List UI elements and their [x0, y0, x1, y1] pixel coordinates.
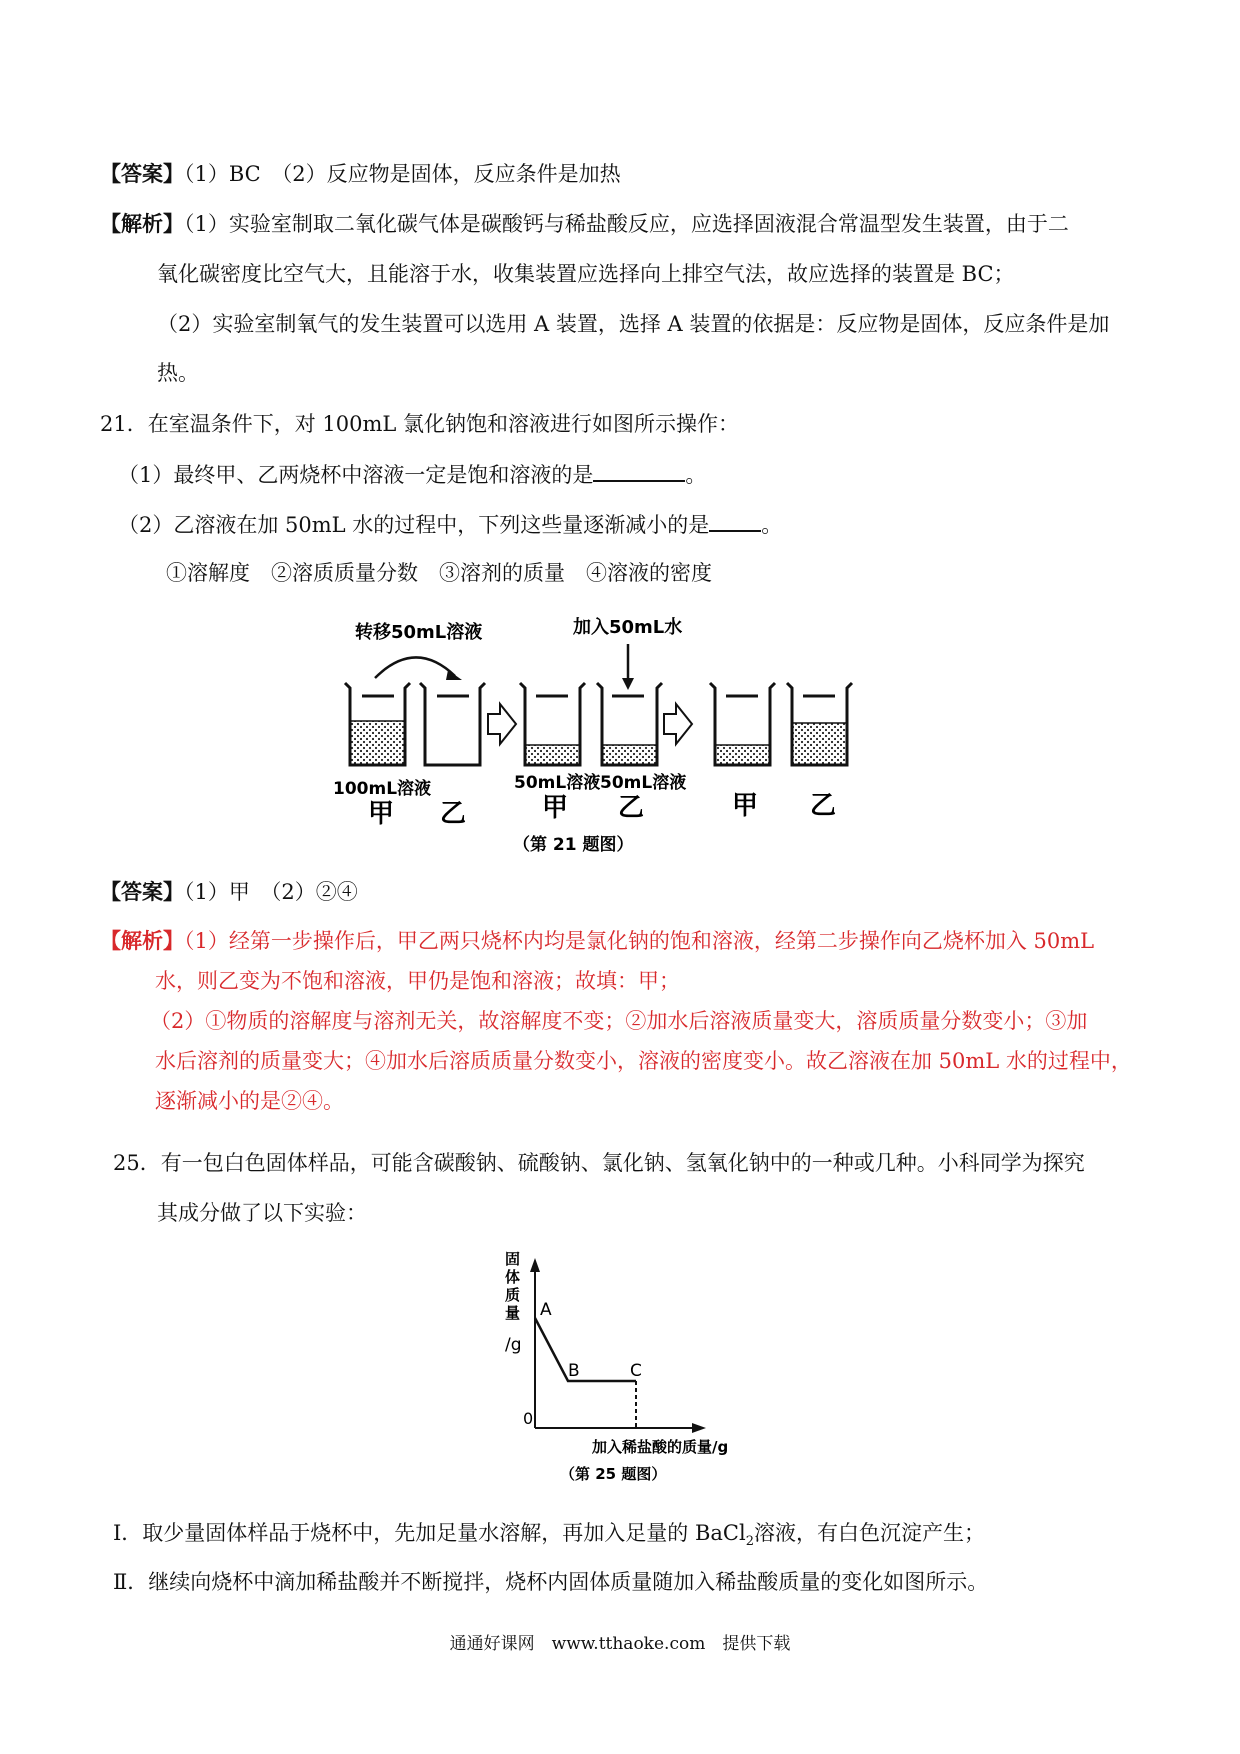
q21-part2: （2）乙溶液在加 50mL 水的过程中，下列这些量逐渐减小的是 。: [118, 508, 782, 540]
step-arrow-1: [488, 704, 516, 744]
analysis-21-line-1: 【解析】（1）经第一步操作后，甲乙两只烧杯内均是氯化钠的饱和溶液，经第二步操作向乙烧杯加入 50mL: [100, 928, 1095, 953]
figure-21-caption: （第 21 题图）: [513, 835, 634, 855]
label-jia-2: 甲: [542, 793, 569, 823]
beaker-jia-stage2: [520, 683, 585, 765]
answer-blank-2[interactable]: [709, 508, 761, 532]
label-50ml-b: 50mL溶液: [600, 773, 687, 793]
analysis-20-line-1: 【解析】（1）实验室制取二氧化碳气体是碳酸钙与稀盐酸反应，应选择固液混合常温型发生装置，由于二: [100, 211, 1069, 236]
beaker-yi-stage3: [787, 683, 852, 765]
beaker-jia-stage3: [710, 683, 775, 765]
page-footer: 通通好课网 www.tthaoke.com 提供下载: [449, 1634, 791, 1654]
label-yi-3: 乙: [810, 791, 837, 821]
beaker-figure-21: [320, 608, 880, 858]
label-jia-1: 甲: [368, 799, 395, 829]
point-c-label: C: [630, 1361, 642, 1381]
x-axis-arrow: [692, 1423, 706, 1433]
mass-graph-25: [490, 1248, 750, 1488]
q21-options: ①溶解度 ②溶质质量分数 ③溶剂的质量 ④溶液的密度: [166, 561, 712, 585]
y-axis-unit: /g: [505, 1335, 522, 1355]
label-jia-3: 甲: [732, 791, 759, 821]
step-arrow-2: [664, 704, 692, 744]
y-axis-char-4: 量: [505, 1304, 521, 1322]
analysis-20-line-3: （2）实验室制氧气的发生装置可以选用 A 装置，选择 A 装置的依据是：反应物是固体，反应条件是加: [157, 312, 1110, 336]
q21-stem: 21．在室温条件下，对 100mL 氯化钠饱和溶液进行如图所示操作：: [100, 412, 740, 436]
q21-part1: （1）最终甲、乙两烧杯中溶液一定是饱和溶液的是 。: [118, 458, 706, 490]
q25-stem-line-1: 25．有一包白色固体样品，可能含碳酸钠、硫酸钠、氯化钠、氢氧化钠中的一种或几种。小科同学为探究: [113, 1151, 1085, 1175]
label-yi-2: 乙: [618, 793, 645, 823]
beaker-yi-stage1: [420, 683, 485, 765]
analysis-21-line-2: 水，则乙变为不饱和溶液，甲仍是饱和溶液；故填：甲；: [155, 969, 680, 993]
beaker-jia-stage1: [345, 683, 410, 765]
mass-curve: [535, 1318, 636, 1381]
analysis-21-line-3: （2）①物质的溶解度与溶剂无关，故溶解度不变；②加水后溶液质量变大，溶质质量分数变小；③加: [150, 1009, 1088, 1033]
y-axis-char-1: 固: [505, 1250, 521, 1268]
answer-label: 【答案】: [100, 879, 184, 904]
transfer-arrow-head: [446, 670, 462, 680]
point-a-label: A: [540, 1300, 552, 1320]
analysis-20-line-4: 热。: [157, 361, 199, 385]
answer-blank-1[interactable]: [593, 458, 685, 482]
label-yi-1: 乙: [440, 799, 467, 829]
answer-20: [100, 159, 621, 189]
analysis-21-line-5: 逐渐减小的是②④。: [155, 1089, 344, 1113]
analysis-label: 【解析】: [100, 928, 184, 953]
y-axis-char-3: 质: [505, 1286, 521, 1304]
point-b-label: B: [568, 1361, 580, 1381]
label-100ml: 100mL溶液: [333, 779, 432, 799]
analysis-21-line-4: 水后溶剂的质量变大；④加水后溶质质量分数变小，溶液的密度变小。故乙溶液在加 50mL 水的过程中，: [155, 1049, 1132, 1073]
beaker-yi-stage2: [597, 683, 662, 765]
analysis-20-line-2: 氧化碳密度比空气大，且能溶于水，收集装置应选择向上排空气法，故应选择的装置是 BC；: [157, 262, 1015, 286]
q25-stem-line-2: 其成分做了以下实验：: [157, 1201, 367, 1225]
figure-25-caption: （第 25 题图）: [560, 1465, 667, 1483]
transfer-label: 转移50mL溶液: [355, 622, 483, 643]
origin-label: 0: [523, 1409, 534, 1428]
q25-step-1: Ⅰ．取少量固体样品于烧杯中，先加足量水溶解，再加入足量的 BaCl$_2$溶液，有白色沉淀产生；: [113, 1521, 985, 1550]
answer-text: （1）BC （2）反应物是固体，反应条件是加热: [184, 162, 621, 186]
answer-text: （1）甲 （2）②④: [184, 880, 358, 904]
x-axis-label: 加入稀盐酸的质量/g: [592, 1438, 729, 1456]
transfer-arrow: [375, 657, 455, 678]
y-axis-arrow: [530, 1258, 540, 1272]
answer-label: 【答案】: [100, 161, 184, 186]
analysis-label: 【解析】: [100, 211, 184, 236]
q25-step-2: Ⅱ．继续向烧杯中滴加稀盐酸并不断搅拌，烧杯内固体质量随加入稀盐酸质量的变化如图所示。: [113, 1570, 989, 1594]
add-water-label: 加入50mL水: [573, 617, 683, 638]
y-axis-char-2: 体: [505, 1268, 521, 1286]
add-water-arrow-head: [622, 678, 634, 690]
answer-21: [100, 877, 358, 907]
label-50ml-a: 50mL溶液: [514, 773, 601, 793]
